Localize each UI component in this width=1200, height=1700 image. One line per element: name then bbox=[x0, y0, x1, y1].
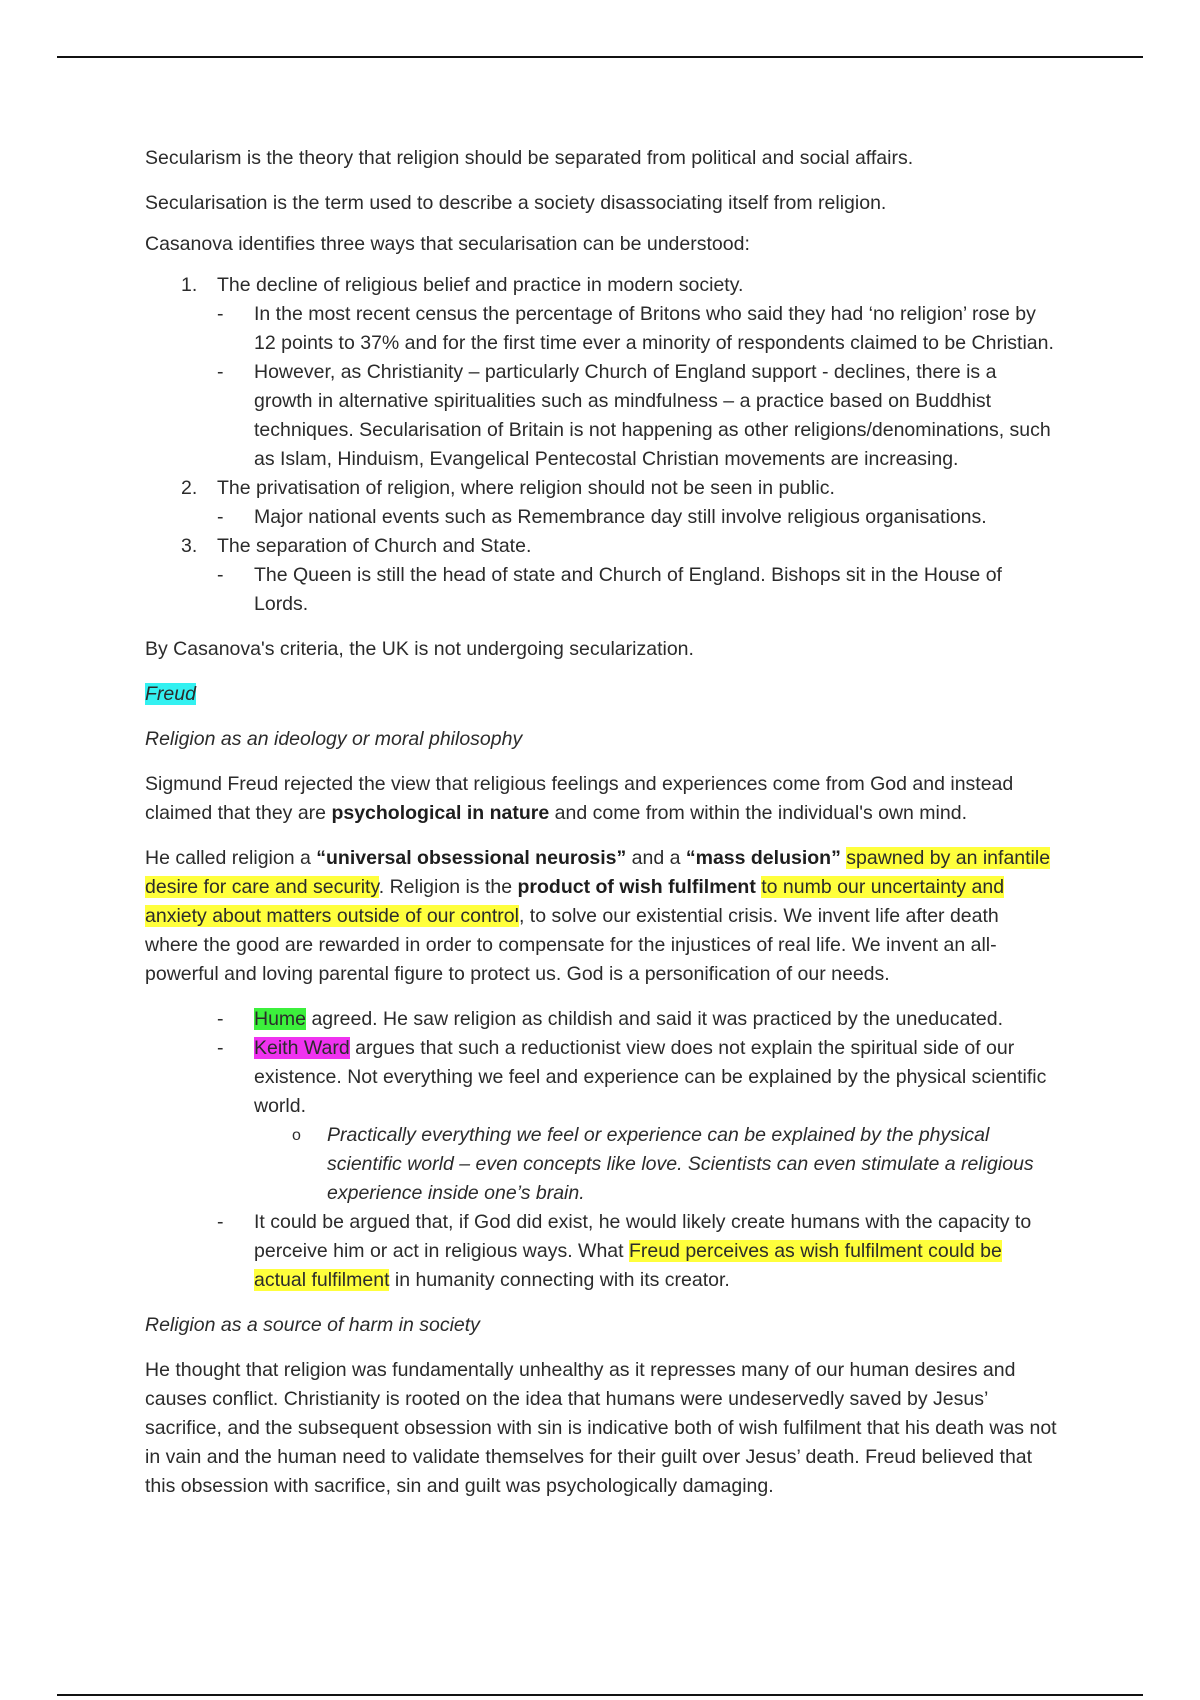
freud-paragraph-3: He thought that religion was fundamentally unhealthy as it represses many of our human desires and causes conflict. Christianity is rooted on the idea that humans were undeservedly saved by Jesus’ sacrifice, and the subsequent obsession with sin is indicative both of wish fulfilment that his death was not in vain and the human need to validate themselves for their guilt over Jesus’ death. Freud believed that this obsession with sacrifice, sin and guilt was psychologically damaging. bbox=[145, 1359, 1057, 1497]
sub-list-text: Major national events such as Remembrance day still involve religious organisations. bbox=[254, 506, 987, 528]
dash-bullet: - bbox=[217, 1211, 224, 1233]
freud-paragraph-1 bbox=[145, 770, 1057, 828]
dash-bullet: - bbox=[217, 1008, 224, 1030]
casanova-list bbox=[145, 271, 1057, 619]
text-run: It could be argued that, if God did exist, he would likely create humans with the capacity to perceive him or act in religious ways. What bbox=[254, 1211, 1032, 1262]
highlighted-text: Freud perceives as wish fulfilment could be actual fulfilment bbox=[254, 1240, 1002, 1291]
freud-heading bbox=[145, 680, 1057, 709]
text-run: , to solve our existential crisis. We invent life after death where the good are rewarded in order to compensate for the injustices of real life. We invent an all-powerful and loving parental figure to protect us. God is a personification of our needs. bbox=[145, 905, 999, 985]
secularism-definition: Secularism is the theory that religion should be separated from political and social affairs. bbox=[145, 147, 914, 169]
sub-list bbox=[217, 300, 1057, 474]
list-item bbox=[145, 271, 1057, 474]
header-rule bbox=[57, 56, 1143, 58]
list-number: 2. bbox=[181, 477, 198, 499]
bold-text: psychological in nature bbox=[331, 802, 550, 824]
dash-bullet: - bbox=[217, 506, 224, 528]
subheading-ideology bbox=[145, 725, 1057, 754]
subheading-harm bbox=[145, 1311, 1057, 1340]
bold-text: “universal obsessional neurosis” bbox=[316, 847, 627, 869]
sub-list-text: In the most recent census the percentage of Britons who said they had ‘no religion’ rose by 12 points to 37% and for the first time ever a minority of respondents claimed to be Christian. bbox=[254, 303, 1054, 354]
subheading-harm-text: Religion as a source of harm in society bbox=[145, 1314, 480, 1336]
text-run: . Religion is the bbox=[378, 876, 518, 898]
dash-bullet: - bbox=[217, 564, 224, 586]
list-item-text: The decline of religious belief and practice in modern society. bbox=[217, 274, 744, 296]
sub-list-item bbox=[145, 503, 1057, 532]
document-body bbox=[145, 144, 1057, 1517]
text-run: Sigmund Freud rejected the view that religious feelings and experiences come from God and instead claimed that they are bbox=[145, 773, 1014, 824]
secularisation-definition: Secularisation is the term used to describe a society disassociating itself from religion. bbox=[145, 192, 887, 214]
list-item bbox=[145, 474, 1057, 532]
freud-points-list bbox=[145, 1005, 1057, 1295]
sub-list-text: The Queen is still the head of state and Church of England. Bishops sit in the House of Lords. bbox=[254, 564, 1002, 615]
sub-list-item bbox=[145, 561, 1057, 619]
casanova-conclusion: By Casanova's criteria, the UK is not undergoing secularization. bbox=[145, 638, 694, 660]
keith-ward-name: Keith Ward bbox=[254, 1037, 350, 1059]
highlighted-text: to numb our uncertainty and anxiety about matters outside of our control bbox=[145, 876, 1005, 927]
circle-sub-item bbox=[254, 1121, 1057, 1208]
list-item bbox=[145, 532, 1057, 619]
hume-text: agreed. He saw religion as childish and said it was practiced by the uneducated. bbox=[306, 1008, 1004, 1030]
highlighted-text: spawned by an infantile desire for care and security bbox=[145, 847, 1051, 898]
subheading-ideology-text: Religion as an ideology or moral philosophy bbox=[145, 728, 523, 750]
list-item-text: The privatisation of religion, where religion should not be seen in public. bbox=[217, 477, 835, 499]
list-item-god bbox=[145, 1208, 1057, 1295]
list-item-hume bbox=[145, 1005, 1057, 1034]
dash-bullet: - bbox=[217, 303, 224, 325]
freud-paragraph-2 bbox=[145, 844, 1057, 989]
circle-bullet: o bbox=[292, 1127, 301, 1144]
bold-text: “mass delusion” bbox=[685, 847, 841, 869]
dash-bullet: - bbox=[217, 361, 224, 383]
sub-list-text: However, as Christianity – particularly Church of England support - declines, there is a growth in alternative spiritualities such as mindfulness – a practice based on Buddhist techniques. Secularisation of Britain is not happening as other religions/denominations, such as Islam, Hinduism, Evangelical Pentecostal Christian movements are increasing. bbox=[254, 361, 1051, 470]
text-run: and come from within the individual's own mind. bbox=[549, 802, 967, 824]
sub-list-item bbox=[145, 300, 1057, 358]
list-item-text: The separation of Church and State. bbox=[217, 535, 532, 557]
list-number: 1. bbox=[181, 274, 198, 296]
keith-ward-text: argues that such a reductionist view does not explain the spiritual side of our existence. Not everything we feel and experience can be explained by the physical scientific world. bbox=[254, 1037, 1047, 1117]
hume-name: Hume bbox=[254, 1008, 307, 1030]
circle-sub-list bbox=[254, 1121, 1057, 1208]
sub-list bbox=[217, 503, 1057, 532]
footer-rule bbox=[57, 1694, 1143, 1696]
circle-sub-text: Practically everything we feel or experience can be explained by the physical scientific world – even concepts like love. Scientists can even stimulate a religious experience inside one’s brain. bbox=[327, 1124, 1034, 1204]
text-run: in humanity connecting with its creator. bbox=[389, 1269, 730, 1291]
sub-list-item bbox=[145, 358, 1057, 474]
freud-heading-text: Freud bbox=[145, 683, 196, 705]
dash-bullet: - bbox=[217, 1037, 224, 1059]
sub-list bbox=[217, 561, 1057, 619]
text-run: He called religion a bbox=[145, 847, 317, 869]
casanova-intro: Casanova identifies three ways that secularisation can be understood: bbox=[145, 233, 750, 255]
list-item-keith-ward bbox=[145, 1034, 1057, 1208]
list-number: 3. bbox=[181, 535, 198, 557]
bold-text: product of wish fulfilment bbox=[517, 876, 756, 898]
text-run: and a bbox=[626, 847, 686, 869]
